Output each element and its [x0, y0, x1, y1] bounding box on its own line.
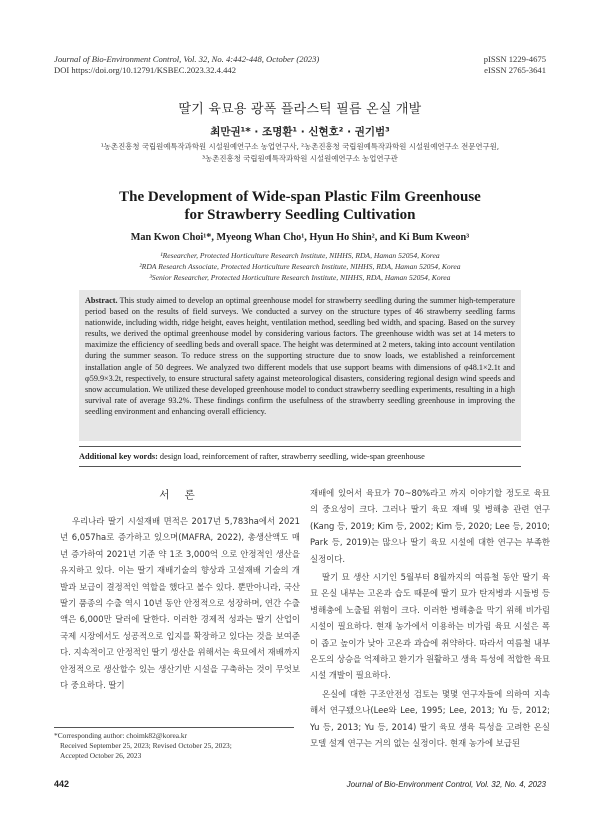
footer-journal: Journal of Bio-Environment Control, Vol. 32, No. 4, 2023 — [346, 780, 546, 789]
keywords — [79, 451, 521, 462]
page-number: 442 — [54, 779, 70, 789]
english-title-line-1: The Development of Wide-span Plastic Film Greenhouse — [119, 189, 481, 205]
korean-affiliation-1: ¹농촌진흥청 국립원예특작과학원 시설원예연구소 농업연구사, ²농촌진흥청 국립원예특작과학원 시설원예연구소 전문연구원, — [100, 142, 500, 151]
abstract-text: This study aimed to develop an optimal greenhouse model for strawberry seedling during the summer high-temperature period based on the results of field surveys. We conducted a survey on the structure types of 46 strawberry seedling farms nationwide, including width, ridge height, eaves height, ventilation method, seedling bed width, and spacing. Based on the survey results, we derived the optimal greenhouse model by considering various factors. The greenhouse width was set at 14 meters to maximize the efficiency of seedling beds and overall space. The height was determined at 2 meters, taking into account ventilation during the summer season. To reduce stress on the supporting structure due to snow loads, we established a reinforcement installation angle of 50 degrees. We analyzed two different models that use support beams with dimensions of φ48.1×2.1t and φ59.9×3.2t, respectively, to ensure structural safety against meteorological disasters, considering regional design wind speeds and snow accumulation. We utilized these developed greenhouse model to conduct strawberry seedling experiments, resulting in a high survival rate of average 93.2%. These findings confirm the usefulness of the strawberry seedling greenhouse in improving the seedling environment and enhancing overall efficiency. — [85, 296, 515, 416]
korean-affiliation-2: ³농촌진흥청 국립원예특작과학원 시설원예연구소 농업연구관 — [202, 154, 398, 163]
right-paragraph-3: 온실에 대한 구조안전성 검토는 몇몇 연구자들에 의하여 지속해서 연구됐으나(Lee와 Lee, 1995; Lee, 2013; Yu 등, 2012; Yu 등, 2013; Yu 등, 2014) 딸기 육묘 생육 특성을 고려한 온실 모델 설계 연구는 거의 없는 실정이다. 현재 농가에 보급된 — [310, 688, 550, 749]
left-paragraph-1: 우리나라 딸기 시설재배 면적은 2017년 5,783ha에서 2021년 6,057ha로 증가하고 있으며(MAFRA, 2022), 총생산액도 매년 증가하여 2021년 기준 약 1조 3,000억 으로 안정적인 생산을 유지하고 있다. 이는 딸기 재배기술의 향상과 고설재배 기술의 개발과 보급이 결정적인 역할을 했다고 볼수 있다. 뿐만아니라, 국산 딸기 품종의 수출 역시 10년 동안 안정적으로 성장하며, 연간 수출액은 6,000만 달러에 달한다. 이러한 경제적 성과는 딸기 산업이 국제 시장에서도 성공적으로 입지를 확장하고 있다는 것을 보여준다. 지속적이고 안정적인 딸기 생산을 위해서는 육묘에서 재배까지 안정적으로 생산할수 있는 생산기반 시설을 구축하는 것이 무엇보다 중요하다. 딸기 — [60, 516, 300, 691]
accepted-date: Accepted October 26, 2023 — [60, 751, 142, 760]
pissn: pISSN 1229-4675 — [483, 54, 546, 64]
english-authors: Man Kwon Choi¹*, Myeong Whan Cho¹, Hyun Ho Shin², and Ki Bum Kweon³ — [130, 232, 470, 243]
divider-bottom — [79, 466, 521, 467]
corresponding-author: *Corresponding author: choimk82@korea.kr — [54, 731, 188, 740]
eissn: eISSN 2765-3641 — [484, 65, 546, 75]
right-paragraph-2: 딸기 묘 생산 시기인 5월부터 8월까지의 여름철 동안 딸기 육묘 온실 내부는 고온과 습도 때문에 딸기 묘가 탄저병과 시들병 등 병해충에 노출될 위험이 크다. 이러한 병해충을 막기 위해 비가림 시설이 필요하다. 현재 농가에서 이용하는 비가림 육묘 시설은 폭이 좁고 높이가 낮아 고온과 과습에 취약하다. 따라서 여름철 내부 온도의 상승을 억제하고 환기가 원활하고 생육 특성에 적합한 육묘 시설 개발이 필요하다. — [310, 572, 550, 681]
english-affiliation-3: ³Senior Researcher, Protected Horticulture Research Institute, NIHHS, RDA, Haman 52054, Korea — [149, 273, 451, 282]
english-affiliation-2: ²RDA Research Associate, Protected Horticulture Research Institute, NIHHS, RDA, Haman 52054, Korea — [139, 262, 461, 271]
footnote-rule — [54, 727, 294, 728]
right-paragraph-1: 재배에 있어서 육묘가 70~80%라고 까지 이야기할 정도로 육묘의 중요성이 크다. 그러나 딸기 육묘 재배 및 병해충 관련 연구(Kang 등, 2019; Kim 등, 2002; Kim 등, 2020; Lee 등, 2010; Park 등, 2019)는 많으나 딸기 육묘 시설에 대한 연구는 부족한 실정이다. — [310, 488, 550, 564]
english-affiliation-1: ¹Researcher, Protected Horticulture Research Institute, NIHHS, RDA, Haman 52054, Korea — [160, 251, 440, 260]
abstract-box — [79, 290, 521, 441]
left-column — [60, 513, 300, 693]
korean-title: 딸기 육묘용 광폭 플라스틱 필름 온실 개발 — [178, 102, 422, 117]
right-column — [310, 485, 550, 752]
divider-top — [79, 446, 521, 447]
abstract-label: Abstract. — [85, 296, 118, 305]
keywords-label: Additional key words: — [79, 452, 158, 461]
section-title-introduction: 서 론 — [159, 489, 201, 501]
journal-citation: Journal of Bio-Environment Control, Vol. 32, No. 4:442-448, October (2023) — [54, 54, 320, 64]
keywords-text: design load, reinforcement of rafter, strawberry seedling, wide-span greenhouse — [159, 452, 425, 461]
english-title-line-2: for Strawberry Seedling Cultivation — [184, 207, 416, 223]
received-dates: Received September 25, 2023; Revised October 25, 2023; — [60, 741, 232, 750]
korean-authors: 최만권¹* · 조명환¹ · 신현호² · 권기범³ — [210, 126, 390, 138]
doi-link[interactable]: DOI https://doi.org/10.12791/KSBEC.2023.32.4.442 — [54, 65, 236, 75]
